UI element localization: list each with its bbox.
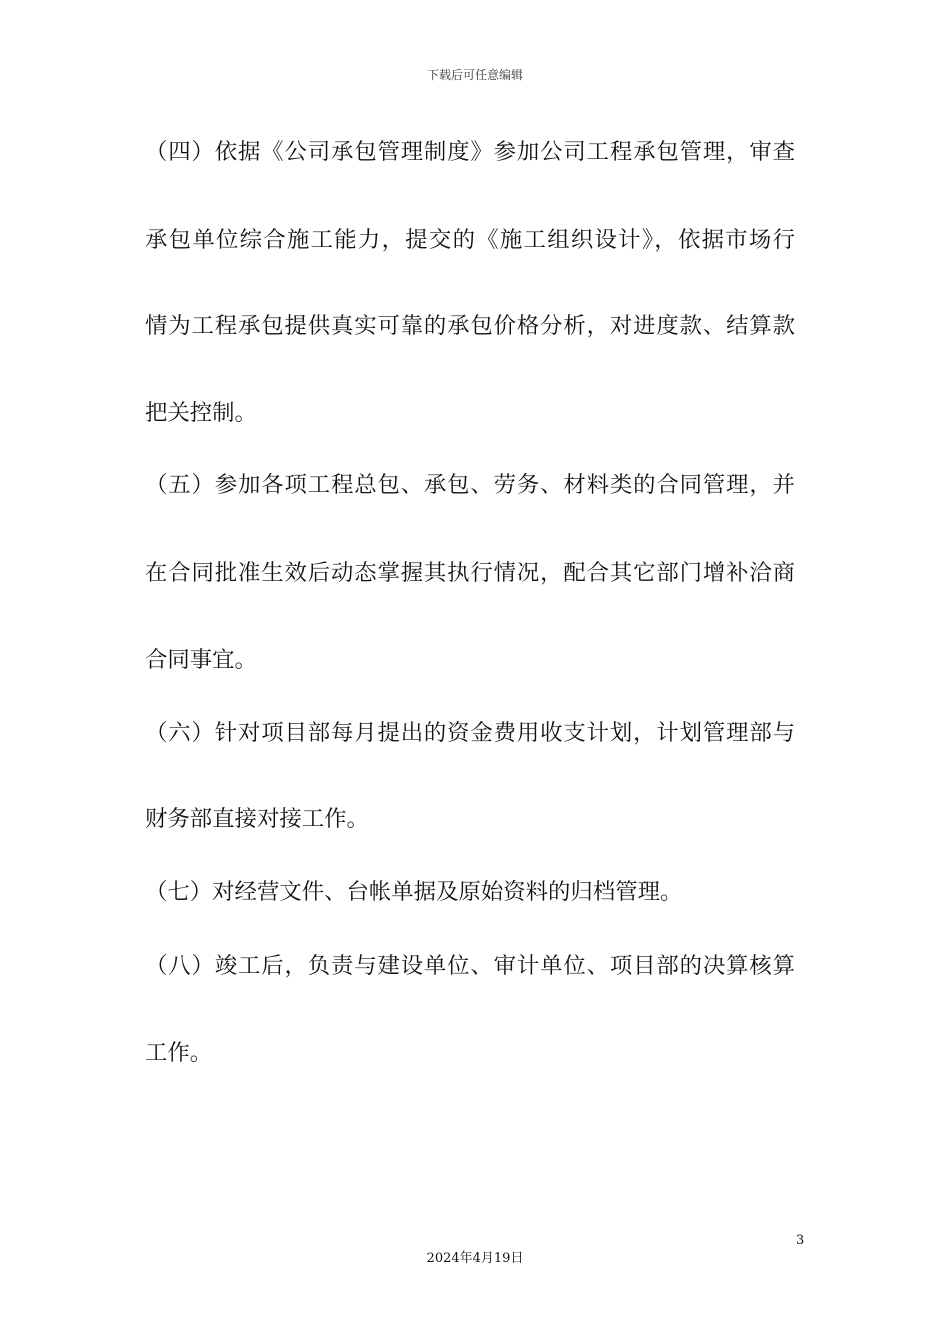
paragraph-line: 工作。 — [145, 1040, 213, 1066]
page-number: 3 — [796, 1233, 805, 1248]
page-footer-date: 2024年4月19日 — [426, 1251, 524, 1266]
paragraph-line: （五）参加各项工程总包、承包、劳务、材料类的合同管理，并 — [145, 472, 795, 498]
paragraph-line: 财务部直接对接工作。 — [145, 806, 369, 832]
paragraph-line: （六）针对项目部每月提出的资金费用收支计划，计划管理部与 — [145, 720, 795, 746]
paragraph-line: 把关控制。 — [145, 400, 257, 426]
page-header: 下载后可任意编辑 — [426, 68, 523, 82]
paragraph-line: 情为工程承包提供真实可靠的承包价格分析，对进度款、结算款 — [145, 313, 795, 339]
paragraph-line: 在合同批准生效后动态掌握其执行情况，配合其它部门增补洽商 — [145, 560, 795, 586]
paragraph-line: （八）竣工后，负责与建设单位、审计单位、项目部的决算核算 — [145, 953, 795, 979]
paragraph-line: （四）依据《公司承包管理制度》参加公司工程承包管理，审查 — [145, 139, 795, 165]
paragraph-line: 承包单位综合施工能力，提交的《施工组织设计》，依据市场行 — [145, 227, 795, 253]
paragraph-line: （七）对经营文件、台帐单据及原始资料的归档管理。 — [145, 879, 683, 905]
paragraph-line: 合同事宜。 — [145, 647, 257, 673]
